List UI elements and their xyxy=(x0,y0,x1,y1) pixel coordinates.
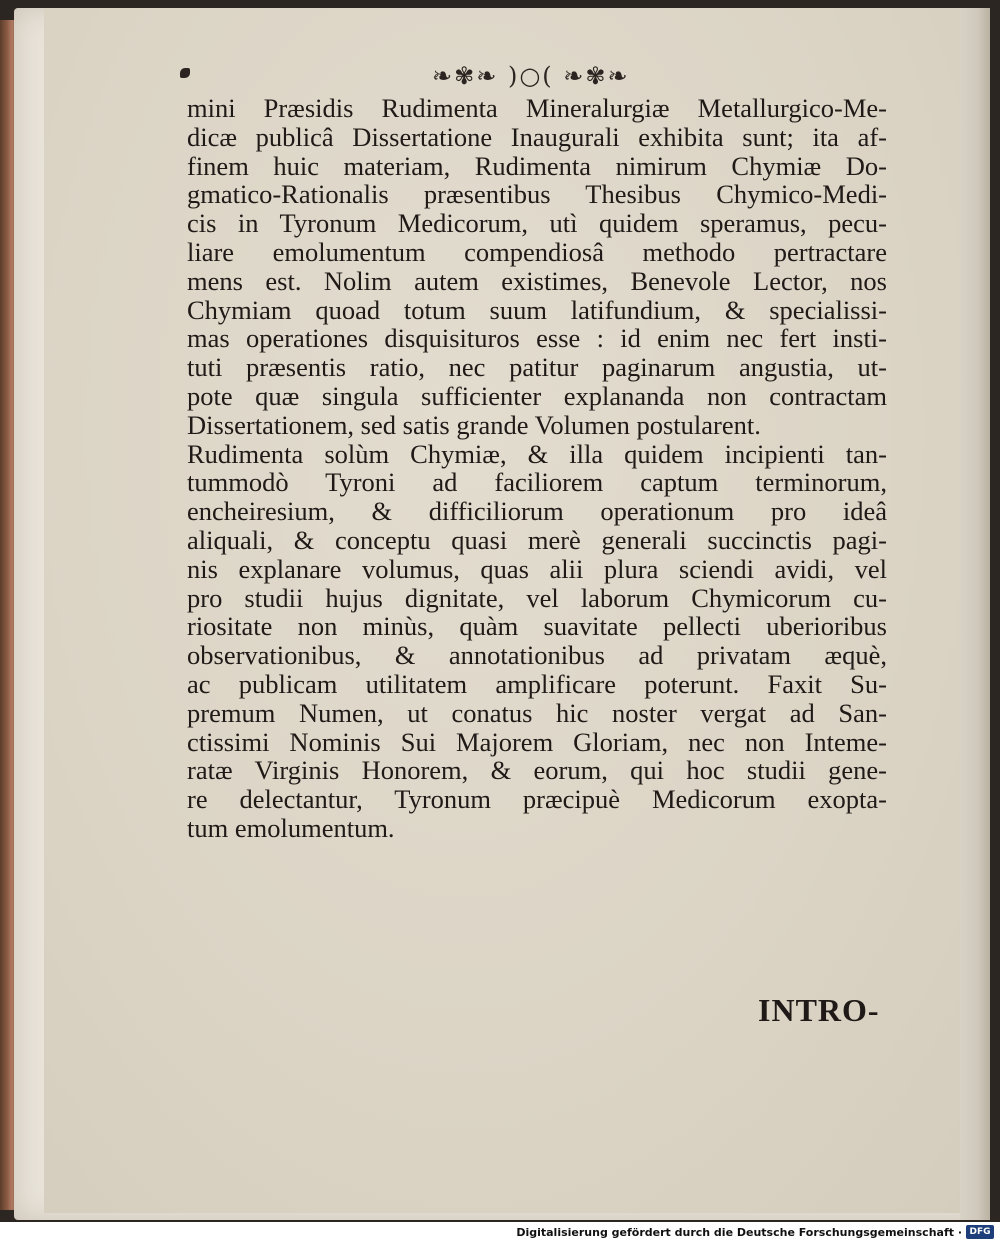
text-line: mini Præsidis Rudimenta Mineralurgiæ Metallurgico-Me- xyxy=(187,93,887,123)
text-line: riositate non minùs, quàm suavitate pellecti uberioribus xyxy=(187,611,887,642)
dfg-logo: DFG xyxy=(966,1225,994,1239)
text-line: ratæ Virginis Honorem, & eorum, qui hoc studii gene- xyxy=(187,755,887,786)
text-line: Rudimenta solùm Chymiæ, & illa quidem incipienti tan- xyxy=(187,438,887,469)
text-line: observationibus, & annotationibus ad privatam æquè, xyxy=(187,640,887,671)
text-line: premum Numen, ut conatus hic noster vergat ad San- xyxy=(187,697,887,728)
catchword: INTRO- xyxy=(758,992,880,1028)
text-line: Dissertationem, sed satis grande Volumen postularent. xyxy=(187,409,761,440)
page-header xyxy=(180,62,890,94)
funding-credit: Digitalisierung gefördert durch die Deutsche Forschungsgemeinschaft · xyxy=(516,1226,962,1239)
text-line: gmatico-Rationalis præsentibus Thesibus Chymico-Medi- xyxy=(187,179,887,210)
text-line: cis in Tyronum Medicorum, utì quidem speramus, pecu- xyxy=(187,208,887,239)
footer-bar xyxy=(0,1222,1000,1244)
text-line: Chymiam quoad totum suum latifundium, & specialissi- xyxy=(187,294,887,325)
text-line: encheiresium, & difficiliorum operationum pro ideâ xyxy=(187,496,887,527)
text-line: pro studii hujus dignitate, vel laborum Chymicorum cu- xyxy=(187,582,887,613)
text-line: tum emolumentum. xyxy=(187,812,395,843)
body-text xyxy=(187,94,887,843)
text-line: nis explanare volumus, quas alii plura sciendi avidi, vel xyxy=(187,553,887,584)
text-line: mas operationes disquisituros esse : id enim nec fert insti- xyxy=(187,323,887,354)
text-line: aliquali, & conceptu quasi merè generali succinctis pagi- xyxy=(187,524,887,555)
text-line: liare emolumentum compendiosâ methodo pertractare xyxy=(187,236,887,267)
text-line: pote quæ singula sufficienter explananda non contractam xyxy=(187,380,887,411)
page-right-edge xyxy=(960,8,990,1220)
text-line: dicæ publicâ Dissertatione Inaugurali exhibita sunt; ita af- xyxy=(187,121,887,152)
text-line: ac publicam utilitatem amplificare poterunt. Faxit Su- xyxy=(187,668,887,699)
header-ornament: ❧✾❧ )○( ❧✾❧ xyxy=(432,62,630,90)
ink-mark-icon xyxy=(180,68,190,78)
text-line: tuti præsentis ratio, nec patitur paginarum angustia, ut- xyxy=(187,352,887,383)
text-line: tummodò Tyroni ad faciliorem captum terminorum, xyxy=(187,467,887,498)
text-line: finem huic materiam, Rudimenta nimirum Chymiæ Do- xyxy=(187,150,887,181)
text-line: mens est. Nolim autem existimes, Benevole Lector, nos xyxy=(187,265,887,296)
text-line: re delectantur, Tyronum præcipuè Medicorum exopta- xyxy=(187,784,887,815)
text-line: ctissimi Nominis Sui Majorem Gloriam, nec non Inteme- xyxy=(187,726,887,757)
